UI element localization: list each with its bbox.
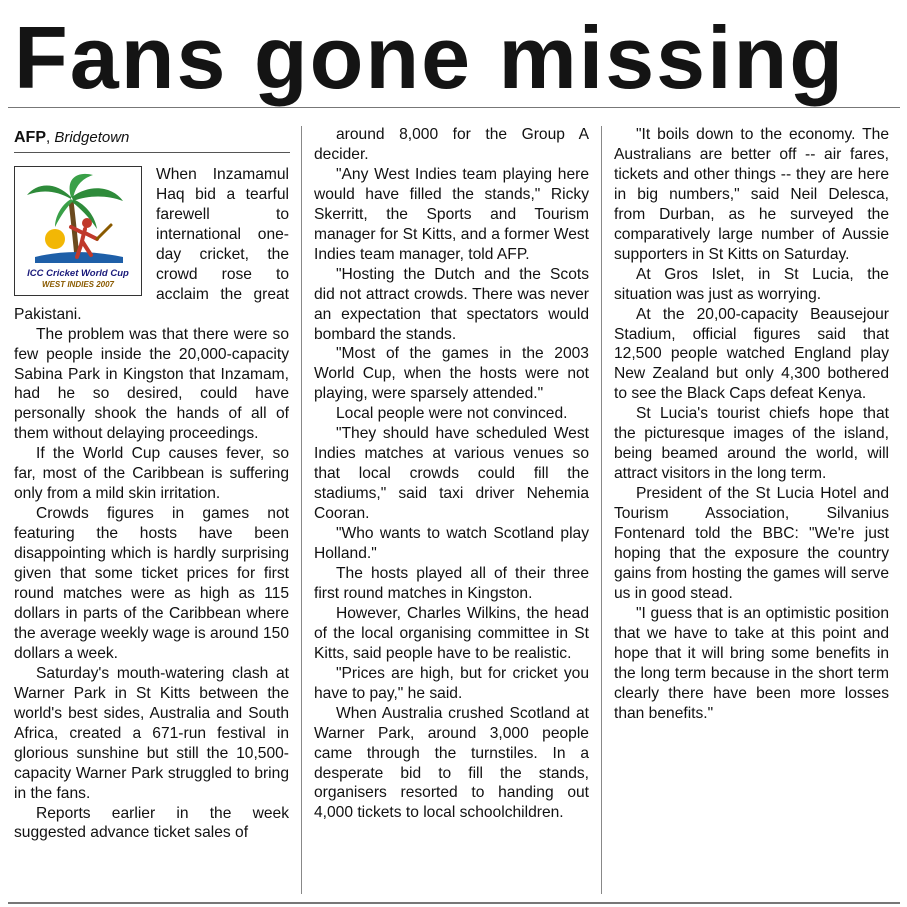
byline: AFP, Bridgetown — [14, 129, 130, 146]
lead-paragraph: When Inzamamul Haq bid a tearful farewell to international one-day cricket, the crowd rose to acclaim the great Pakistani. — [14, 166, 289, 323]
article-paragraph: "Most of the games in the 2003 World Cup, when the hosts were not playing, were sparsely attended." — [314, 345, 589, 403]
article-paragraph: "Who wants to watch Scotland play Holland." — [314, 525, 589, 563]
article-paragraph: St Lucia's tourist chiefs hope that the picturesque images of the island, being beamed around the world, will attract visitors in the long term. — [614, 405, 889, 483]
byline-place: Bridgetown — [54, 129, 130, 146]
article-paragraph: At the 20,00-capacity Beausejour Stadium, official figures said that 12,500 people watched England play New Zealand but only 4,300 bothered to see the Black Caps defeat Kenya. — [614, 305, 889, 403]
article-paragraph: At Gros Islet, in St Lucia, the situation was just as worrying. — [614, 265, 889, 303]
column-divider — [601, 126, 602, 894]
article-paragraph: Saturday's mouth-watering clash at Warner Park in St Kitts between the world's best sides, Australia and South Africa, created a 671-run festival in glorious sunshine but still the 10,500-capacity Warner Park struggled to bring in the fans. — [14, 664, 289, 802]
article-paragraph: However, Charles Wilkins, the head of the local organising committee in St Kitts, said people have to be realistic. — [314, 604, 589, 662]
article-paragraph: When Australia crushed Scotland at Warner Park, around 3,000 people came through the turnstiles. In a desperate bid to fill the stands, organisers resorted to handing out 4,000 tickets to local schoolchildren. — [314, 704, 589, 822]
article-paragraph: "Any West Indies team playing here would have filled the stands," Ricky Skerritt, the Sports and Tourism manager for St Kitts, and a former West Indies team manager, told AFP. — [314, 165, 589, 263]
article-paragraph: If the World Cup causes fever, so far, most of the Caribbean is suffering only from a mild skin irritation. — [14, 445, 289, 503]
headline: Fans gone missing — [14, 8, 846, 107]
article-paragraph: Reports earlier in the week suggested advance ticket sales of — [14, 804, 289, 842]
article-paragraph: The hosts played all of their three first round matches in Kingston. — [314, 564, 589, 602]
logo-subtitle: WEST INDIES 2007 — [41, 280, 115, 289]
article-paragraph: The problem was that there were so few people inside the 20,000-capacity Sabina Park in Kingston that Inzamam, had he so desired, could have personally shook the hands of all of them without delaying proceedings. — [14, 325, 289, 443]
article-paragraph: "I guess that is an optimistic position that we have to take at this point and hope that it will bring some benefits in the long term because in the short term clearly there have been more losses than benefits." — [614, 604, 889, 722]
article-column-2 — [314, 125, 589, 897]
world-cup-logo — [14, 166, 142, 296]
article-column-3 — [614, 125, 889, 897]
article-paragraph: "Prices are high, but for cricket you have to pay," he said. — [314, 664, 589, 702]
continued-paragraph: around 8,000 for the Group A decider. — [314, 126, 589, 163]
article-paragraph: Local people were not convinced. — [336, 405, 568, 423]
article-column-1 — [14, 165, 289, 897]
byline-agency: AFP — [14, 129, 46, 146]
article-paragraph: "It boils down to the economy. The Australians are better off -- air fares, tickets and other things -- they are here in big numbers," said Neil Delesca, from Durban, as he surveyed the comparatively large number of Aussie supporters in St Kitts on Saturday. — [614, 126, 889, 263]
byline-rule — [14, 152, 290, 153]
logo-title: ICC Cricket World Cup — [27, 268, 129, 279]
article-paragraph: "Hosting the Dutch and the Scots did not attract crowds. There was never an expectation that spectators would bombard the stands. — [314, 265, 589, 343]
footer-rule — [8, 902, 900, 904]
headline-rule — [8, 107, 900, 108]
column-divider — [301, 126, 302, 894]
article-paragraph: President of the St Lucia Hotel and Tourism Association, Silvanius Fontenard told the BBC: "We're just hoping that the exposure the country gains from hosting the games will serve us in good stead. — [614, 485, 889, 602]
palm-tree-icon — [15, 167, 141, 267]
article-paragraph: "They should have scheduled West Indies matches at various venues so that local crowds could fill the stadiums," said taxi driver Nehemia Cooran. — [314, 425, 589, 523]
article-paragraph: Crowds figures in games not featuring the hosts have been disappointing which is hardly surprising given that some ticket prices for first round matches were as high as 115 dollars in parts of the Caribbean where the average weekly wage is around 150 dollars a week. — [14, 505, 289, 662]
